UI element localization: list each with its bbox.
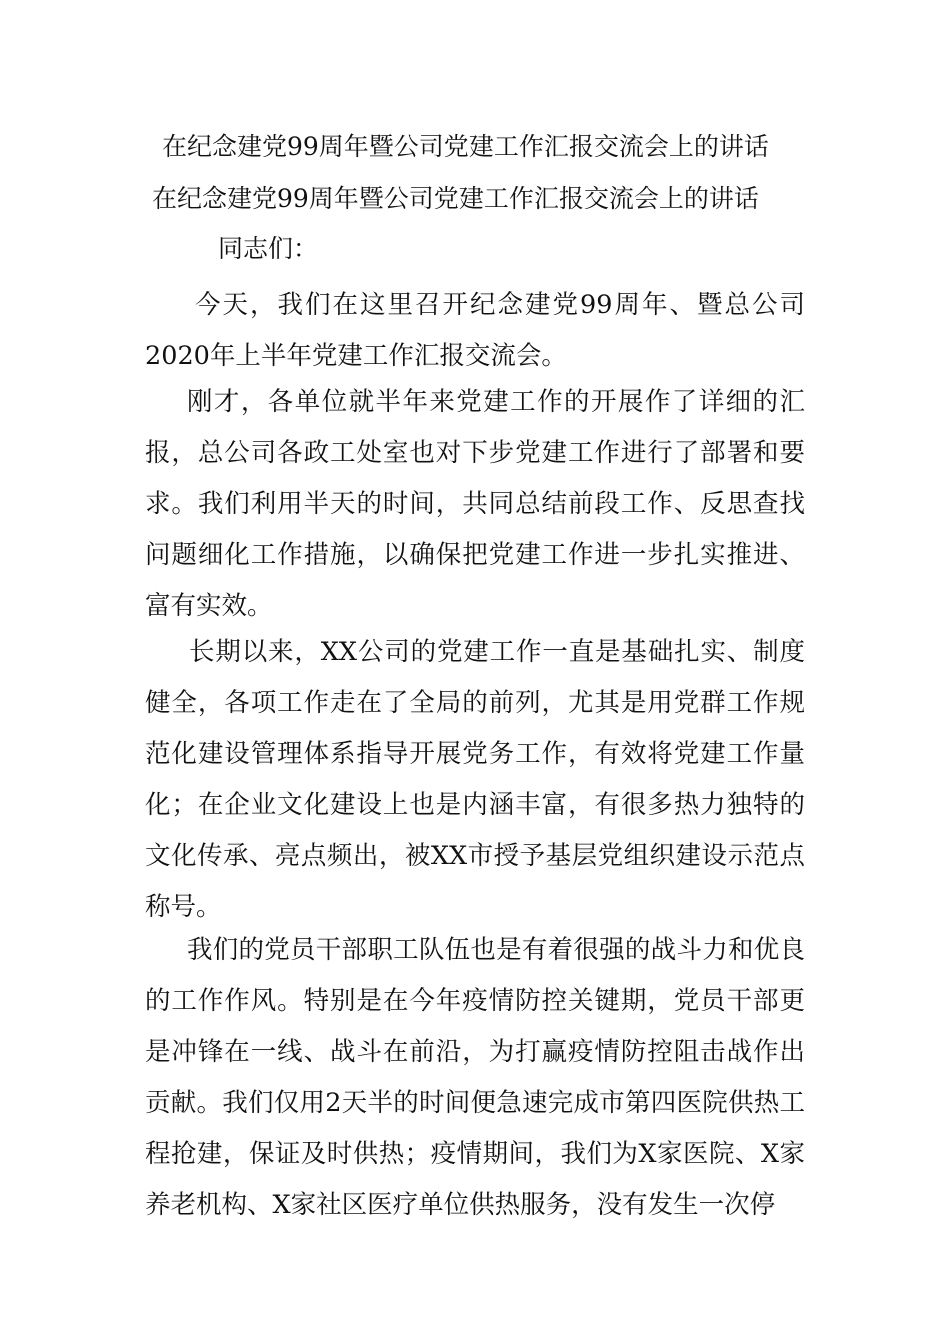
- paragraph: 我们的党员干部职工队伍也是有着很强的战斗力和优良的工作作风。特别是在今年疫情防控关键期，党员干部更是冲锋在一线、战斗在前沿，为打赢疫情防控阻击战作出贡献。我们仅用2天半的时间便急速完成市第四医院供热工程抢建，保证及时供热；疫情期间，我们为X家医院、X家养老机构、X家社区医疗单位供热服务，没有发生一次停: [145, 935, 805, 1220]
- salutation: 同志们：: [218, 234, 319, 263]
- document-title: 在纪念建党99周年暨公司党建工作汇报交流会上的讲话: [162, 132, 769, 161]
- paragraph: 长期以来，XX公司的党建工作一直是基础扎实、制度健全，各项工作走在了全局的前列，尤其是用党群工作规范化建设管理体系指导开展党务工作，有效将党建工作量化；在企业文化建设上也是内涵丰富，有很多热力独特的文化传承、亮点频出，被XX市授予基层党组织建设示范点称号。: [145, 637, 805, 922]
- document-title-repeat: 在纪念建党99周年暨公司党建工作汇报交流会上的讲话: [152, 184, 759, 213]
- paragraph: 刚才，各单位就半年来党建工作的开展作了详细的汇报，总公司各政工处室也对下步党建工作进行了部署和要求。我们利用半天的时间，共同总结前段工作、反思查找问题细化工作措施，以确保把党建工作进一步扎实推进、富有实效。: [145, 387, 805, 621]
- paragraph: 今天，我们在这里召开纪念建党99周年、暨总公司2020年上半年党建工作汇报交流会。: [145, 290, 805, 371]
